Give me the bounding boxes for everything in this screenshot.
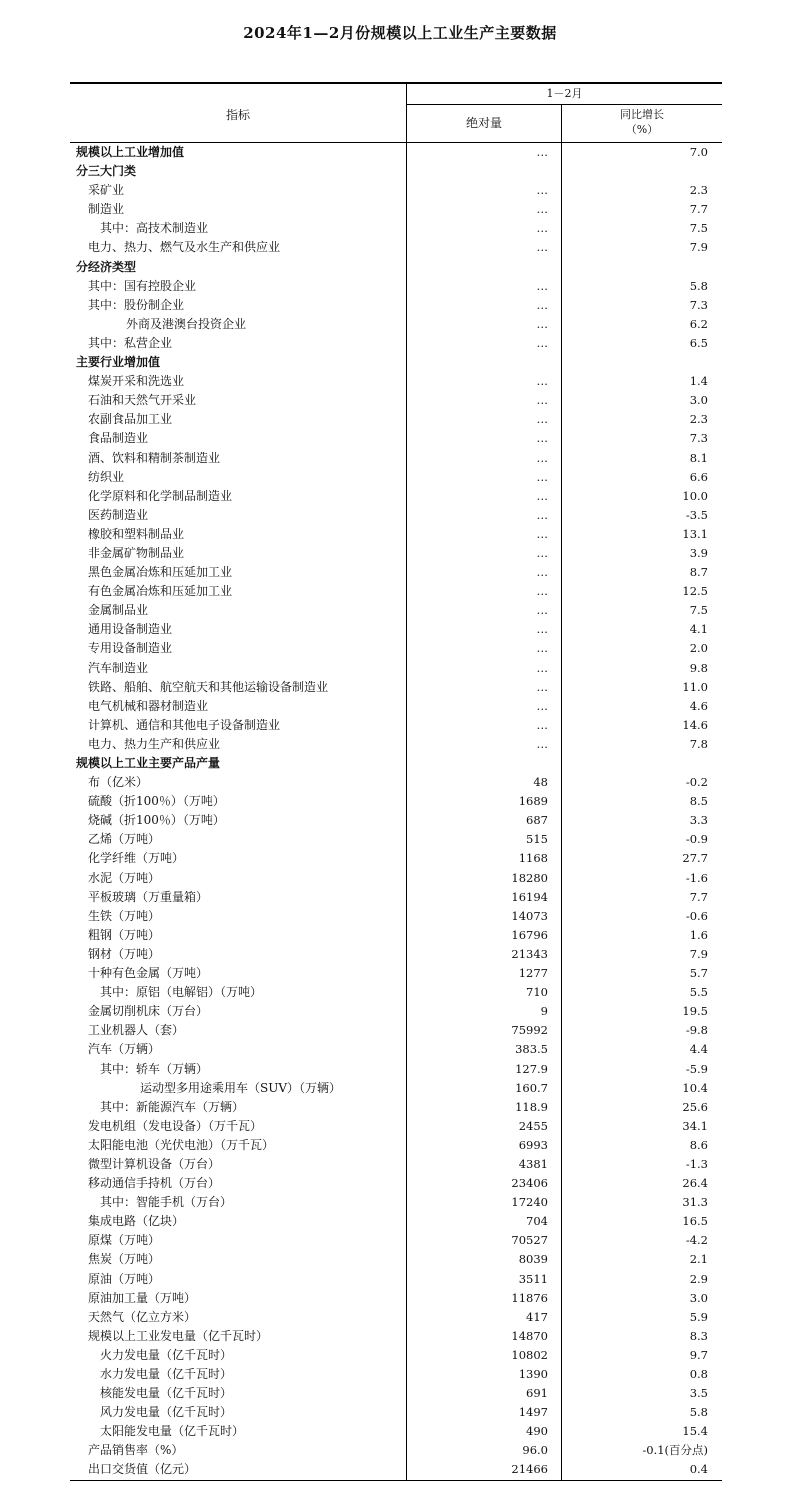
row-yoy-value: 7.5 <box>689 603 708 618</box>
header-yoy: 同比增长 <box>620 108 664 121</box>
row-label: 焦炭（万吨） <box>88 1252 161 1267</box>
table-row <box>70 1403 722 1422</box>
row-yoy-value: 31.3 <box>682 1195 708 1210</box>
row-absolute-value: … <box>536 507 548 522</box>
row-label: 钢材（万吨） <box>88 946 161 961</box>
row-yoy-value: 0.8 <box>689 1367 708 1381</box>
row-yoy-value: 2.3 <box>689 183 708 198</box>
row-yoy-value: 6.2 <box>689 316 708 331</box>
row-yoy-value: 2.9 <box>689 1271 708 1286</box>
table-row <box>70 468 722 487</box>
row-absolute-value: … <box>536 526 548 541</box>
page-title: 2024年1—2月份规模以上工业生产主要数据 <box>243 24 557 42</box>
table-row <box>70 1212 722 1231</box>
row-label: 化学纤维（万吨） <box>88 851 185 866</box>
row-yoy-value: -1.3 <box>685 1156 708 1171</box>
row-absolute-value: 4381 <box>518 1156 548 1171</box>
row-label: 化学原料和化学制品制造业 <box>88 488 233 503</box>
row-yoy-value: 4.1 <box>689 622 708 637</box>
row-label: 微型计算机设备（万台） <box>88 1156 221 1171</box>
row-yoy-value: 25.6 <box>682 1099 708 1114</box>
table-row <box>70 1441 722 1460</box>
row-yoy-value: 3.0 <box>689 393 708 408</box>
row-absolute-value: … <box>536 297 548 312</box>
table-body <box>70 143 722 1481</box>
table-row <box>70 449 722 468</box>
row-label: 十种有色金属（万吨） <box>88 966 209 981</box>
table-row <box>70 926 722 945</box>
row-label: 产品销售率（%） <box>88 1443 184 1458</box>
table-row <box>70 601 722 620</box>
table-row <box>70 1021 722 1040</box>
row-yoy-value: 2.1 <box>689 1252 708 1267</box>
row-label: 太阳能电池（光伏电池）（万千瓦） <box>88 1137 275 1152</box>
table-row <box>70 849 722 868</box>
row-label: 其中：高技术制造业 <box>100 221 209 236</box>
row-absolute-value: … <box>536 393 548 408</box>
row-yoy-value: 1.4 <box>689 374 708 389</box>
row-yoy-value: 4.6 <box>689 698 708 713</box>
table-row <box>70 1098 722 1117</box>
row-yoy-value: 34.1 <box>682 1118 708 1133</box>
row-yoy-value: 11.0 <box>682 679 708 694</box>
row-absolute-value: 10802 <box>511 1347 548 1362</box>
header-yoy-unit: （%） <box>625 123 659 136</box>
row-label: 黑色金属冶炼和压延加工业 <box>88 565 233 580</box>
row-absolute-value: 417 <box>526 1309 548 1324</box>
row-label: 其中：国有控股企业 <box>88 278 197 293</box>
row-label: 移动通信手持机（万台） <box>88 1176 221 1191</box>
row-absolute-value: 6993 <box>518 1137 548 1152</box>
row-absolute-value: 1497 <box>518 1405 548 1420</box>
row-label: 工业机器人（套） <box>88 1023 185 1038</box>
row-yoy-value: 13.1 <box>682 526 708 541</box>
row-absolute-value: … <box>536 641 548 656</box>
row-yoy-value: 8.6 <box>689 1137 708 1152</box>
table-row <box>70 1231 722 1250</box>
row-label: 其中：原铝（电解铝）（万吨） <box>100 985 263 1000</box>
table-row <box>70 869 722 888</box>
row-label: 制造业 <box>88 202 125 217</box>
row-label: 橡胶和塑料制品业 <box>88 526 185 541</box>
row-label: 原油加工量（万吨） <box>88 1290 197 1305</box>
table-row <box>70 1079 722 1098</box>
row-yoy-value: 7.7 <box>689 202 708 217</box>
table-row <box>70 296 722 315</box>
row-absolute-value: … <box>536 183 548 198</box>
row-yoy-value: 7.5 <box>689 221 708 236</box>
row-absolute-value: 14870 <box>511 1328 548 1343</box>
row-label: 医药制造业 <box>88 507 149 522</box>
row-absolute-value: … <box>536 469 548 484</box>
row-absolute-value: 48 <box>533 775 548 790</box>
row-absolute-value: … <box>536 736 548 751</box>
table-row <box>70 964 722 983</box>
table-row <box>70 162 722 181</box>
row-absolute-value: 687 <box>526 813 548 828</box>
table-row <box>70 716 722 735</box>
table-row <box>70 1002 722 1021</box>
row-yoy-value: 6.5 <box>689 335 708 350</box>
row-label: 规模以上工业发电量（亿千瓦时） <box>88 1328 269 1343</box>
row-absolute-value: … <box>536 698 548 713</box>
table-row <box>70 410 722 429</box>
row-absolute-value: 11876 <box>511 1290 548 1305</box>
row-absolute-value: 118.9 <box>515 1099 548 1114</box>
row-label: 硫酸（折100％）（万吨） <box>88 794 225 809</box>
table-row <box>70 353 722 372</box>
row-absolute-value: … <box>536 603 548 618</box>
row-label: 集成电路（亿块） <box>88 1214 185 1229</box>
table-row <box>70 582 722 601</box>
row-label: 汽车制造业 <box>88 660 149 675</box>
row-yoy-value: 7.9 <box>689 240 708 255</box>
table-row <box>70 1117 722 1136</box>
row-label: 非金属矿物制品业 <box>88 545 185 560</box>
table-row <box>70 1193 722 1212</box>
row-yoy-value: 3.0 <box>689 1290 708 1305</box>
row-yoy-value: 0.4 <box>689 1462 708 1477</box>
row-label: 水力发电量（亿千瓦时） <box>100 1367 233 1381</box>
row-absolute-value: 21343 <box>511 946 548 961</box>
table-row <box>70 429 722 448</box>
row-absolute-value: … <box>536 431 548 446</box>
table-row <box>70 697 722 716</box>
row-yoy-value: 7.7 <box>689 889 708 904</box>
table-row <box>70 181 722 200</box>
row-absolute-value: … <box>536 679 548 694</box>
row-absolute-value: 691 <box>526 1386 548 1401</box>
table-row <box>70 1289 722 1308</box>
table-row <box>70 200 722 219</box>
row-absolute-value: 17240 <box>511 1195 548 1210</box>
row-label: 发电机组（发电设备）（万千瓦） <box>88 1118 263 1133</box>
row-label: 通用设备制造业 <box>88 622 173 637</box>
row-absolute-value: 515 <box>526 832 548 847</box>
row-yoy-value: 1.6 <box>689 927 708 942</box>
header-absolute: 绝对量 <box>465 116 502 130</box>
row-label: 核能发电量（亿千瓦时） <box>100 1386 233 1401</box>
row-label: 火力发电量（亿千瓦时） <box>100 1347 233 1362</box>
row-yoy-value: 5.7 <box>689 966 708 981</box>
table-row <box>70 792 722 811</box>
row-absolute-value: 8039 <box>518 1252 548 1267</box>
row-label: 原油（万吨） <box>88 1271 161 1286</box>
row-label: 铁路、船舶、航空航天和其他运输设备制造业 <box>88 679 329 694</box>
row-yoy-value: 26.4 <box>682 1176 708 1191</box>
row-label: 原煤（万吨） <box>88 1233 161 1248</box>
row-absolute-value: 490 <box>526 1424 548 1439</box>
row-label: 其中：新能源汽车（万辆） <box>100 1099 245 1114</box>
table-row <box>70 983 722 1002</box>
row-absolute-value: … <box>536 622 548 637</box>
table-row <box>70 1308 722 1327</box>
row-label: 其中：智能手机（万台） <box>100 1195 233 1210</box>
row-label: 布（亿米） <box>88 775 149 790</box>
row-yoy-value: -0.6 <box>685 908 708 923</box>
row-absolute-value: 96.0 <box>522 1443 548 1458</box>
row-absolute-value: … <box>536 545 548 560</box>
row-absolute-value: 18280 <box>511 870 548 885</box>
row-absolute-value: 14073 <box>511 908 548 923</box>
row-yoy-value: 7.8 <box>689 736 708 751</box>
row-label: 纺织业 <box>88 469 125 484</box>
row-yoy-value: 7.9 <box>689 946 708 961</box>
row-absolute-value: … <box>536 145 548 159</box>
row-label: 运动型多用途乘用车（SUV）（万辆） <box>140 1080 342 1095</box>
header-period: 1－2月 <box>407 84 722 105</box>
row-yoy-value: 3.5 <box>689 1386 708 1401</box>
row-label: 平板玻璃（万重量箱） <box>88 889 209 904</box>
row-absolute-value: 75992 <box>511 1023 548 1038</box>
table-row <box>70 315 722 334</box>
row-label: 烧碱（折100％）（万吨） <box>88 813 225 828</box>
table-row <box>70 334 722 353</box>
row-yoy-value: 5.8 <box>689 278 708 293</box>
row-absolute-value: … <box>536 584 548 599</box>
row-yoy-value: 8.3 <box>689 1328 708 1343</box>
row-absolute-value: 1689 <box>518 794 548 809</box>
row-label: 天然气（亿立方米） <box>88 1309 197 1324</box>
table-row <box>70 277 722 296</box>
table-row <box>70 219 722 238</box>
table-row <box>70 1174 722 1193</box>
row-yoy-value: -0.1(百分点) <box>642 1443 708 1458</box>
row-label: 电力、热力、燃气及水生产和供应业 <box>88 240 281 255</box>
row-label: 电气机械和器材制造业 <box>88 698 209 713</box>
row-label: 有色金属冶炼和压延加工业 <box>88 584 233 599</box>
row-absolute-value: 1277 <box>518 966 548 981</box>
row-label: 酒、饮料和精制茶制造业 <box>88 450 221 465</box>
row-label: 采矿业 <box>88 183 125 198</box>
row-label: 主要行业增加值 <box>76 355 161 370</box>
table-row <box>70 372 722 391</box>
table-row <box>70 1270 722 1289</box>
row-absolute-value: … <box>536 316 548 331</box>
row-absolute-value: 1390 <box>518 1367 548 1381</box>
data-table <box>70 82 722 1481</box>
row-absolute-value: … <box>536 335 548 350</box>
row-absolute-value: … <box>536 221 548 236</box>
table-row <box>70 620 722 639</box>
row-yoy-value: -0.2 <box>685 775 708 790</box>
row-label: 金属制品业 <box>88 603 149 618</box>
table-row <box>70 811 722 830</box>
table-row <box>70 830 722 849</box>
row-yoy-value: 5.9 <box>689 1309 708 1324</box>
row-label: 外商及港澳台投资企业 <box>126 316 247 331</box>
row-absolute-value: 70527 <box>511 1233 548 1248</box>
row-absolute-value: 160.7 <box>515 1080 548 1095</box>
row-yoy-value: 3.3 <box>689 813 708 828</box>
row-yoy-value: 7.0 <box>689 145 708 159</box>
table-row <box>70 1250 722 1269</box>
row-yoy-value: -3.5 <box>685 507 708 522</box>
header-indicator-cell <box>70 84 406 142</box>
row-yoy-value: 10.0 <box>682 488 708 503</box>
table-row <box>70 735 722 754</box>
row-absolute-value: … <box>536 450 548 465</box>
row-yoy-value: 9.7 <box>689 1347 708 1362</box>
row-yoy-value: 27.7 <box>682 851 708 866</box>
row-absolute-value: … <box>536 202 548 217</box>
row-label: 分三大门类 <box>76 164 137 179</box>
table-row <box>70 1155 722 1174</box>
header-indicator: 指标 <box>225 108 250 122</box>
table-row <box>70 1327 722 1346</box>
row-yoy-value: 3.9 <box>689 545 708 560</box>
row-absolute-value: 23406 <box>511 1176 548 1191</box>
table-row <box>70 1060 722 1079</box>
row-yoy-value: -5.9 <box>685 1061 708 1076</box>
row-absolute-value: … <box>536 278 548 293</box>
row-label: 其中：轿车（万辆） <box>100 1061 209 1076</box>
header-yoy-cell <box>562 104 722 142</box>
table-row <box>70 1346 722 1365</box>
row-absolute-value: 127.9 <box>515 1061 548 1076</box>
row-absolute-value: 704 <box>526 1214 548 1229</box>
row-label: 风力发电量（亿千瓦时） <box>100 1405 233 1420</box>
row-yoy-value: 2.0 <box>689 641 708 656</box>
row-label: 食品制造业 <box>88 431 149 446</box>
row-absolute-value: … <box>536 565 548 580</box>
row-yoy-value: 6.6 <box>689 469 708 484</box>
row-absolute-value: … <box>536 240 548 255</box>
row-absolute-value: 1168 <box>518 851 548 866</box>
row-absolute-value: 16194 <box>511 889 548 904</box>
row-label: 乙烯（万吨） <box>88 832 161 847</box>
row-label: 电力、热力生产和供应业 <box>88 736 221 751</box>
table-row <box>70 678 722 697</box>
table-row <box>70 639 722 658</box>
row-absolute-value: 21466 <box>511 1462 548 1477</box>
row-label: 规模以上工业增加值 <box>76 145 185 159</box>
row-label: 水泥（万吨） <box>88 870 161 885</box>
row-absolute-value: … <box>536 717 548 732</box>
row-yoy-value: 7.3 <box>689 297 708 312</box>
table-row <box>70 1040 722 1059</box>
table-row <box>70 659 722 678</box>
row-label: 出口交货值（亿元） <box>88 1462 197 1477</box>
row-yoy-value: 5.8 <box>689 1405 708 1420</box>
table-row <box>70 945 722 964</box>
table-row <box>70 487 722 506</box>
row-label: 煤炭开采和洗选业 <box>88 374 185 389</box>
row-label: 金属切削机床（万台） <box>88 1004 209 1019</box>
row-label: 计算机、通信和其他电子设备制造业 <box>88 717 281 732</box>
row-yoy-value: 7.3 <box>689 431 708 446</box>
table-row <box>70 773 722 792</box>
table-row <box>70 143 722 162</box>
row-label: 汽车（万辆） <box>88 1042 161 1057</box>
row-yoy-value: 14.6 <box>682 717 708 732</box>
row-yoy-value: -9.8 <box>685 1023 708 1038</box>
row-yoy-value: 4.4 <box>689 1042 708 1057</box>
row-yoy-value: 2.3 <box>689 412 708 427</box>
table-row <box>70 907 722 926</box>
table-row <box>70 754 722 773</box>
row-yoy-value: -0.9 <box>685 832 708 847</box>
row-absolute-value: 383.5 <box>515 1042 548 1057</box>
table-row <box>70 525 722 544</box>
row-label: 规模以上工业主要产品产量 <box>76 756 221 770</box>
table-row <box>70 888 722 907</box>
table-row <box>70 1384 722 1403</box>
row-absolute-value: … <box>536 660 548 675</box>
row-absolute-value: … <box>536 488 548 503</box>
row-yoy-value: 8.1 <box>689 450 708 465</box>
row-label: 专用设备制造业 <box>88 641 173 656</box>
row-yoy-value: 16.5 <box>682 1214 708 1229</box>
table-row <box>70 544 722 563</box>
row-absolute-value: … <box>536 412 548 427</box>
row-yoy-value: -4.2 <box>685 1233 708 1248</box>
row-yoy-value: 8.5 <box>689 794 708 809</box>
table-row <box>70 563 722 582</box>
row-label: 农副食品加工业 <box>88 412 173 427</box>
table-row <box>70 1460 722 1479</box>
table-row <box>70 258 722 277</box>
row-yoy-value: 5.5 <box>689 985 708 1000</box>
row-yoy-value: 19.5 <box>682 1004 708 1019</box>
row-absolute-value: … <box>536 374 548 389</box>
row-absolute-value: 2455 <box>518 1118 548 1133</box>
table-row <box>70 1136 722 1155</box>
row-label: 粗钢（万吨） <box>88 927 161 942</box>
table-row <box>70 1365 722 1384</box>
row-absolute-value: 3511 <box>518 1271 548 1286</box>
row-yoy-value: 9.8 <box>689 660 708 675</box>
row-yoy-value: -1.6 <box>685 870 708 885</box>
table-row <box>70 391 722 410</box>
row-label: 太阳能发电量（亿千瓦时） <box>100 1424 245 1439</box>
row-label: 石油和天然气开采业 <box>88 393 197 408</box>
row-absolute-value: 9 <box>540 1004 548 1019</box>
row-absolute-value: 710 <box>526 985 548 1000</box>
row-yoy-value: 10.4 <box>682 1080 708 1095</box>
table-header <box>70 82 722 143</box>
row-label: 其中：股份制企业 <box>88 297 185 312</box>
row-yoy-value: 8.7 <box>689 565 708 580</box>
row-label: 分经济类型 <box>76 259 137 274</box>
row-label: 生铁（万吨） <box>88 908 161 923</box>
table-row <box>70 1422 722 1441</box>
row-yoy-value: 15.4 <box>682 1424 708 1439</box>
row-label: 其中：私营企业 <box>88 335 173 350</box>
row-absolute-value: 16796 <box>511 927 548 942</box>
table-row <box>70 238 722 257</box>
row-yoy-value: 12.5 <box>682 584 708 599</box>
table-row <box>70 506 722 525</box>
